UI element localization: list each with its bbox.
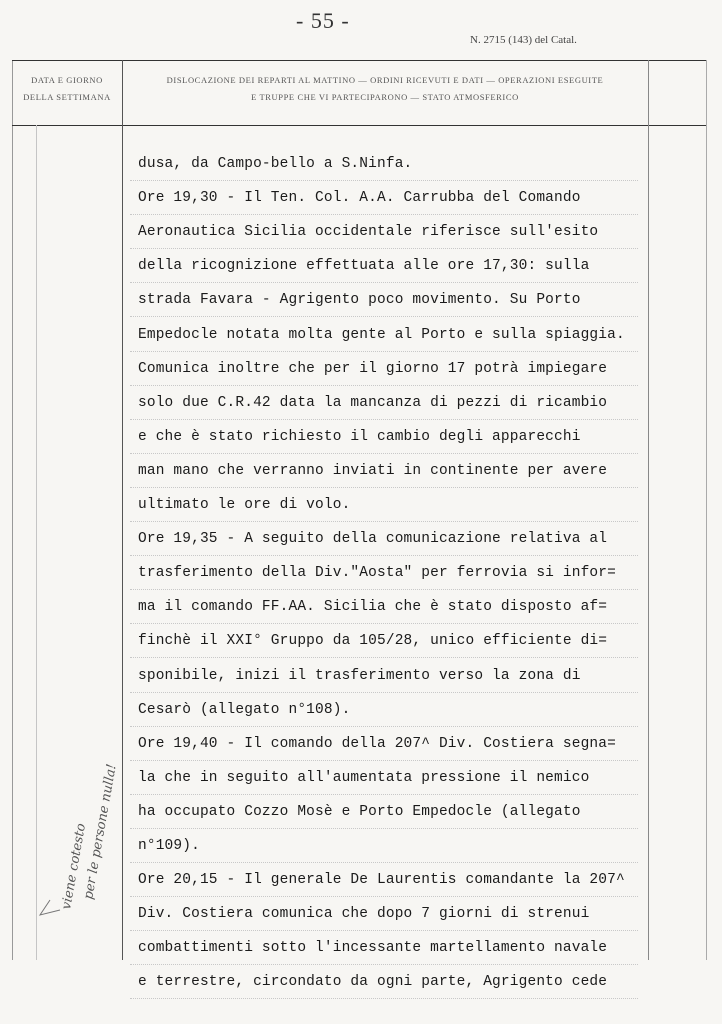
text-line: Empedocle notata molta gente al Porto e sulla spiaggia.: [138, 326, 625, 343]
date-header-line1: DATA E GIORNO: [31, 75, 103, 85]
right-margin-rule: [648, 60, 649, 960]
ruled-line: [130, 726, 638, 727]
text-line: ha occupato Cozzo Mosè e Porto Empedocle (allegato: [138, 803, 581, 820]
ruled-line: [130, 214, 638, 215]
text-line: strada Favara - Agrigento poco movimento. Su Porto: [138, 292, 581, 309]
right-edge-rule: [706, 60, 707, 960]
ruled-line: [130, 419, 638, 420]
ruled-line: [130, 998, 638, 999]
entries-column-header: [124, 72, 646, 106]
header-top-rule: [12, 60, 706, 61]
text-line: della ricognizione effettuata alle ore 17,30: sulla: [138, 258, 590, 275]
margin-note-line1: viene cotesto: [59, 822, 90, 911]
text-line: ma il comando FF.AA. Sicilia che è stato disposto af=: [138, 599, 608, 616]
text-line: sponibile, inizi il trasferimento verso la zona di: [138, 667, 581, 684]
ruled-line: [130, 248, 638, 249]
ruled-line: [130, 896, 638, 897]
ruled-line: [130, 385, 638, 386]
text-line: ultimato le ore di volo.: [138, 497, 351, 513]
text-line: man mano che verranno inviati in continente per avere: [138, 462, 608, 479]
ruled-line: [130, 828, 638, 829]
entries-header-line2: E TRUPPE CHE VI PARTECIPARONO — STATO ATMOSFERICO: [251, 92, 519, 102]
ruled-line: [130, 521, 638, 522]
text-line: Ore 19,35 - A seguito della comunicazione relativa al: [138, 531, 608, 548]
date-header-line2: DELLA SETTIMANA: [23, 92, 111, 102]
header-bottom-rule: [12, 125, 706, 126]
ruled-line: [130, 316, 638, 317]
ruled-line: [130, 487, 638, 488]
ruled-line: [130, 657, 638, 658]
text-line: finchè il XXI° Gruppo da 105/28, unico efficiente di=: [138, 633, 608, 650]
text-line: trasferimento della Div."Aosta" per ferrovia si infor=: [138, 565, 616, 582]
text-line: Ore 20,15 - Il generale De Laurentis comandante la 207^: [138, 872, 625, 889]
text-line: combattimenti sotto l'incessante martellamento navale: [138, 940, 608, 957]
entries-header-line1: DISLOCAZIONE DEI REPARTI AL MATTINO — ORDINI RICEVUTI E DATI — OPERAZIONI ESEGUITE: [166, 75, 604, 85]
ruled-line: [130, 282, 638, 283]
text-line: Ore 19,30 - Il Ten. Col. A.A. Carrubba del Comando: [138, 190, 581, 207]
ruled-line: [130, 794, 638, 795]
pencil-mark: [40, 900, 60, 915]
text-line: n°109).: [138, 838, 200, 854]
date-column-header: [14, 72, 120, 106]
ruled-line: [130, 862, 638, 863]
ruled-line: [130, 589, 638, 590]
text-line: e che è stato richiesto il cambio degli apparecchi: [138, 428, 581, 445]
text-line: Cesarò (allegato n°108).: [138, 701, 351, 718]
text-line: Comunica inoltre che per il giorno 17 potrà impiegare: [138, 360, 608, 377]
ruled-line: [130, 453, 638, 454]
ruled-line: [130, 930, 638, 931]
text-line: Div. Costiera comunica che dopo 7 giorni di strenui: [138, 906, 590, 923]
ruled-line: [130, 555, 638, 556]
ruled-line: [130, 760, 638, 761]
ruled-line: [130, 351, 638, 352]
text-line: Ore 19,40 - Il comando della 207^ Div. Costiera segna=: [138, 735, 616, 752]
text-line: dusa, da Campo-bello a S.Ninfa.: [138, 156, 413, 172]
text-line: e terrestre, circondato da ogni parte, Agrigento cede: [138, 974, 608, 991]
ruled-line: [130, 180, 638, 181]
ruled-line: [130, 623, 638, 624]
margin-note-line2: per le persone nulla!: [81, 762, 120, 901]
text-line: Aeronautica Sicilia occidentale riferisce sull'esito: [138, 224, 599, 241]
catalog-reference: N. 2715 (143) del Catal.: [470, 34, 577, 46]
page-number: - 55 -: [296, 8, 350, 33]
ruled-line: [130, 964, 638, 965]
text-line: la che in seguito all'aumentata pressione il nemico: [138, 769, 590, 786]
ruled-line: [130, 692, 638, 693]
handwritten-margin-note: [30, 700, 140, 920]
text-line: solo due C.R.42 data la mancanza di pezzi di ricambio: [138, 394, 608, 411]
